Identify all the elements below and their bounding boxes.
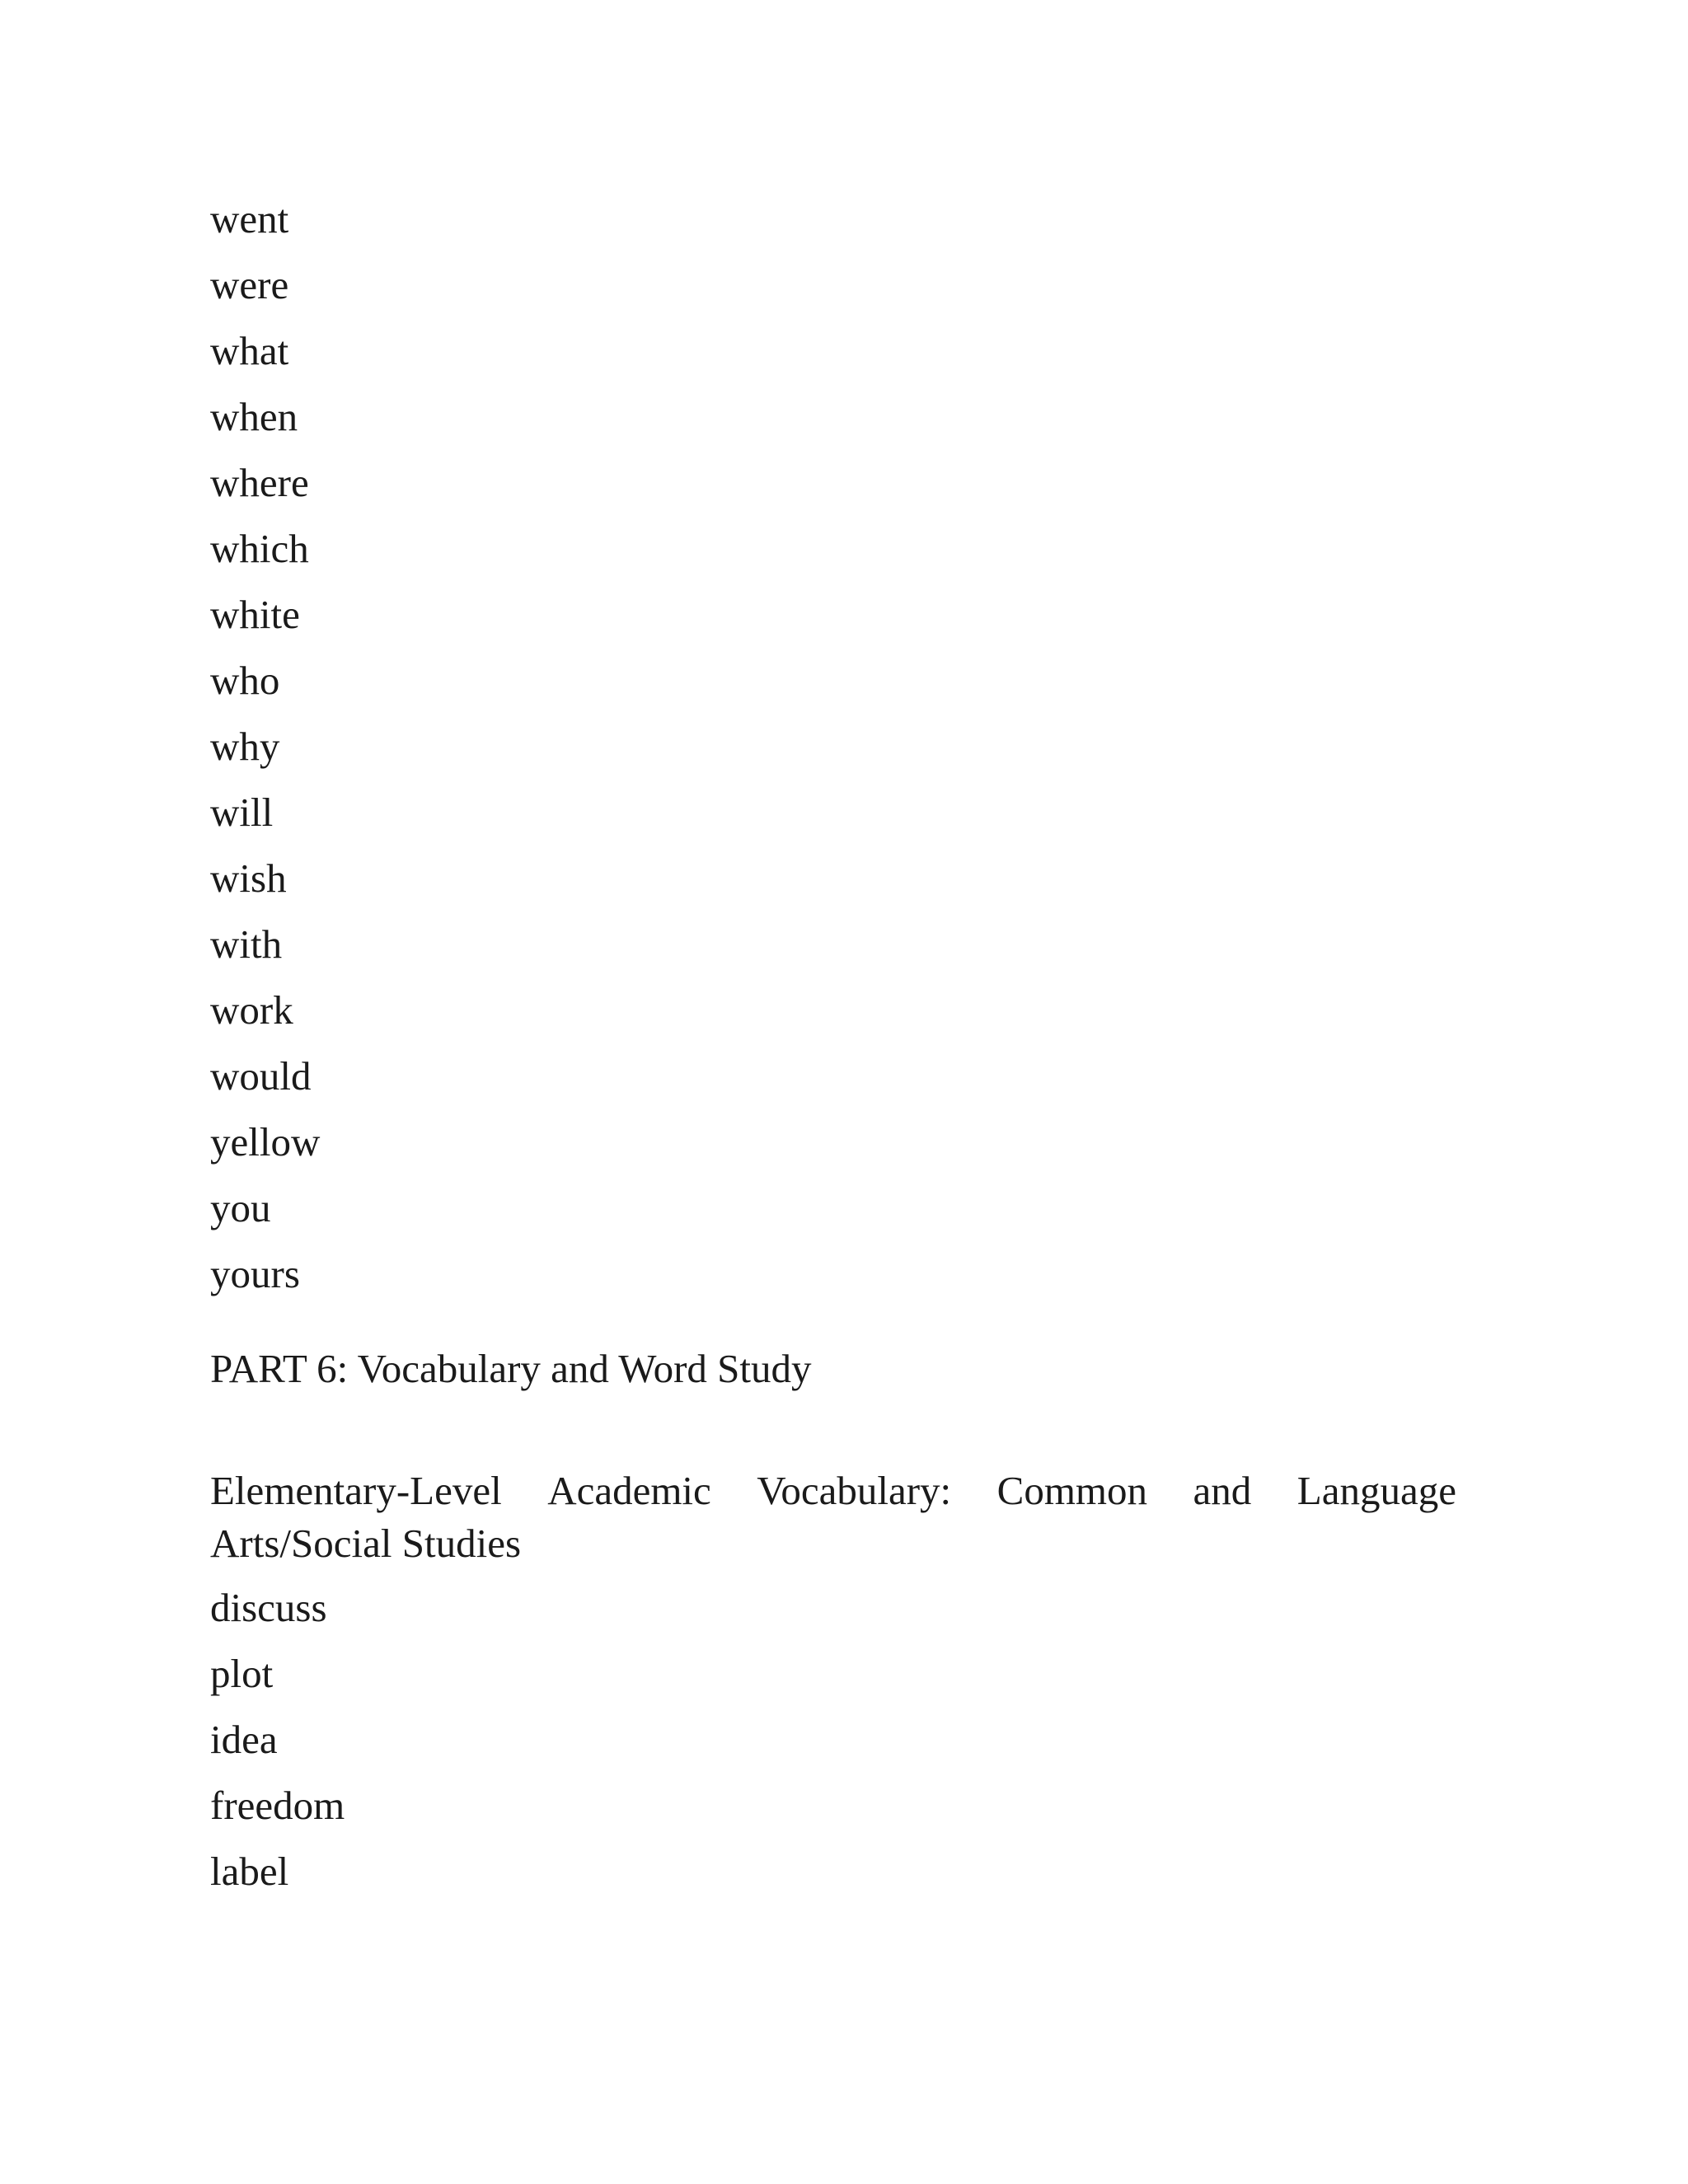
subheading-word: Vocabulary: (757, 1468, 952, 1513)
list-item: with (210, 921, 283, 967)
vocabulary-item: discuss (210, 1585, 327, 1630)
part-heading: PART 6: Vocabulary and Word Study (210, 1346, 812, 1391)
list-item: wish (210, 855, 287, 901)
vocabulary-item: label (210, 1849, 289, 1894)
document-page (210, 194, 1456, 1913)
subheading-word: Common (996, 1468, 1148, 1513)
list-item: went (210, 196, 289, 241)
list-item: would (210, 1053, 312, 1099)
list-item: which (210, 526, 309, 571)
subheading-line-2: Arts/Social Studies (210, 1521, 522, 1566)
list-item: will (210, 790, 274, 835)
subheading-word: Language (1296, 1468, 1456, 1513)
list-item: where (210, 460, 309, 505)
list-item: yours (210, 1251, 300, 1296)
subheading-word: Elementary-Level (210, 1468, 502, 1513)
subheading-word: and (1193, 1468, 1252, 1513)
vocabulary-item: idea (210, 1717, 278, 1762)
vocabulary-item: plot (210, 1651, 274, 1696)
vocabulary-item: freedom (210, 1783, 345, 1828)
subheading-line-1 (210, 1465, 1456, 1517)
section-subheading (210, 1465, 1456, 1570)
subheading-word: Academic (547, 1468, 711, 1513)
list-item: white (210, 592, 300, 637)
list-item: yellow (210, 1119, 321, 1165)
vocabulary-list (210, 1583, 1456, 1896)
list-item: when (210, 394, 298, 439)
list-item: were (210, 262, 289, 307)
list-item: who (210, 658, 280, 703)
list-item: what (210, 328, 289, 373)
list-item: work (210, 987, 293, 1033)
list-item: you (210, 1185, 271, 1230)
list-item: why (210, 724, 280, 769)
word-list (210, 194, 1456, 1299)
